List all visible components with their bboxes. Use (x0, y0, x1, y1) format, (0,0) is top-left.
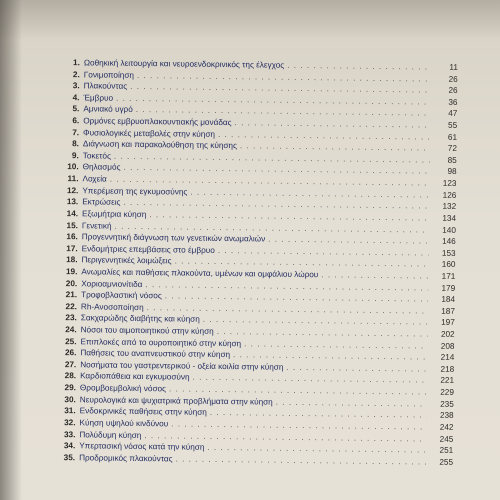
chapter-title: Ορμόνες εμβρυοπλακουντιακής μονάδας (83, 116, 232, 128)
chapter-title: Πολύδυμη κύηση (79, 429, 142, 440)
chapter-title: Τροφοβλαστική νόσος (81, 290, 162, 301)
chapter-title: Ωοθηκική λειτουργία και νευροενδοκρινικός της έλεγχος (83, 58, 285, 70)
page-number: 255 (439, 457, 454, 467)
chapter-number: 9. (71, 151, 79, 161)
chapter-number: 31. (64, 406, 76, 416)
chapter-title: Νευρολογικά και ψυχιατρικά προβλήματα στην κύηση (79, 394, 273, 407)
page-number: 218 (440, 364, 455, 374)
page-number: 208 (440, 341, 455, 351)
chapter-title: Τοκετός (82, 151, 111, 161)
chapter-number: 33. (63, 429, 76, 439)
chapter-title: Έμβρυο (83, 93, 114, 103)
chapter-title: Ανωμαλίες και παθήσεις πλακούντα, υμένων και ομφάλιου λώρου (81, 267, 319, 280)
chapter-title: Εξωμήτρια κύηση (82, 209, 147, 220)
page-number: 140 (442, 225, 456, 235)
page-number: 146 (442, 236, 456, 247)
page-number: 134 (442, 213, 457, 223)
page-number: 11 (449, 62, 458, 72)
chapter-number: 25. (65, 336, 77, 346)
chapter-title: Εκτρώσεις (82, 197, 121, 208)
chapter-title: Φυσιολογικές μεταβολές στην κύηση (83, 127, 216, 139)
chapter-title: Rh-Ανοσοποίηση (80, 302, 144, 312)
page-number: 72 (447, 144, 457, 154)
chapter-number: 20. (65, 278, 78, 288)
page-number: 221 (440, 376, 455, 386)
chapter-number: 7. (72, 127, 80, 137)
page-number: 229 (440, 387, 454, 397)
table-of-contents (53, 57, 458, 468)
chapter-number: 18. (66, 255, 78, 265)
page-number: 26 (448, 74, 458, 84)
chapter-title: Σακχαρώδης διαβήτης και κύηση (80, 313, 200, 325)
chapter-number: 29. (64, 383, 77, 393)
chapter-number: 16. (66, 232, 78, 242)
page-number: 238 (439, 410, 454, 421)
page-number: 184 (441, 294, 456, 305)
page-number: 160 (441, 260, 456, 270)
page-number: 123 (442, 178, 457, 188)
chapter-title: Πλακούντας (83, 81, 128, 92)
chapter-number: 22. (65, 301, 78, 312)
chapter-number: 5. (72, 104, 80, 114)
page-number: 251 (439, 445, 454, 455)
page-number: 242 (439, 422, 454, 432)
page-number: 132 (442, 202, 457, 212)
page-number: 245 (439, 434, 454, 444)
page-number: 85 (447, 155, 457, 165)
chapter-title: Υπερτασική νόσος κατά την κύηση (79, 441, 205, 452)
chapter-number: 21. (65, 290, 78, 300)
page-number: 126 (442, 190, 457, 200)
chapter-number: 12. (66, 185, 79, 195)
chapter-number: 34. (63, 441, 76, 451)
dot-leader (175, 453, 426, 468)
chapter-title: Παθήσεις του αναπνευστικού στην κύηση (80, 348, 231, 360)
chapter-number: 6. (72, 116, 80, 126)
chapter-number: 30. (64, 394, 76, 404)
page-number: 26 (448, 85, 458, 96)
chapter-title: Γονιμοποίηση (83, 69, 135, 80)
chapter-title: Προδρομικός πλακούντας (79, 453, 173, 464)
chapter-number: 2. (72, 69, 80, 79)
page-number: 61 (447, 132, 458, 142)
page-number: 179 (441, 283, 456, 293)
chapter-title: Θηλασμός (82, 162, 121, 173)
chapter-number: 26. (64, 348, 77, 358)
page-number: 187 (441, 306, 455, 316)
chapter-number: 14. (66, 209, 79, 219)
page-number: 55 (448, 120, 458, 130)
chapter-title: Χοριοαμνιονίτιδα (81, 278, 143, 289)
page-number: 47 (448, 109, 458, 119)
chapter-title: Αμνιακό υγρό (83, 104, 133, 115)
chapter-number: 4. (72, 93, 80, 103)
page-number: 214 (440, 352, 455, 363)
page-number: 202 (440, 329, 455, 339)
page-number: 153 (441, 248, 456, 258)
chapter-number: 28. (64, 371, 77, 381)
page-number: 36 (448, 97, 458, 107)
chapter-number: 3. (72, 81, 80, 91)
chapter-title: Προγεννητική διάγνωση των γενετικών ανωμαλιών (81, 232, 266, 244)
page-number: 98 (447, 167, 457, 177)
chapter-title: Υπερέμεση της εγκυμοσύνης (82, 186, 188, 197)
chapter-title: Διάγνωση και παρακολούθηση της κύησης (82, 139, 238, 151)
chapter-number: 8. (72, 139, 79, 149)
page-shadow-left (0, 0, 22, 500)
chapter-title: Κύηση υψηλού κινδύνου (79, 418, 169, 429)
page-number: 235 (440, 399, 454, 409)
chapter-number: 24. (65, 325, 77, 335)
page-number: 171 (441, 271, 456, 281)
chapter-title: Καρδιοπάθεια και εγκυμοσύνη (80, 371, 190, 383)
chapter-title: Περιγεννητικές λοιμώξεις (81, 255, 172, 266)
chapter-number: 15. (66, 220, 79, 230)
chapter-number: 19. (65, 267, 78, 277)
chapter-title: Ενδοκρινικές παθήσεις στην κύηση (79, 406, 207, 418)
chapter-title: Επιπλοκές από το ουροποιητικό στην κύηση (80, 336, 242, 348)
page-shadow-top (0, 0, 500, 40)
page-number: 197 (441, 318, 455, 328)
chapter-number: 27. (64, 359, 77, 370)
chapter-title: Νοσήματα του γαστρεντερικού - οξεία κοιλία στην κύηση (80, 360, 284, 372)
chapter-number: 1. (73, 58, 80, 68)
chapter-number: 13. (66, 197, 79, 207)
chapter-title: Ενδομήτριες επεμβάσεις στο έμβρυο (81, 244, 215, 255)
chapter-number: 32. (64, 417, 76, 428)
chapter-number: 23. (65, 313, 77, 323)
chapter-number: 10. (67, 162, 79, 172)
chapter-title: Γενετική (81, 220, 112, 231)
chapter-title: Λοχεία (82, 174, 107, 184)
chapter-title: Θρομβοεμβολική νόσος (79, 383, 167, 394)
chapter-title: Νόσοι του αιμοποιητικού στην κύηση (80, 325, 214, 336)
chapter-number: 35. (63, 452, 76, 462)
chapter-number: 11. (67, 174, 79, 184)
chapter-number: 17. (66, 243, 78, 254)
